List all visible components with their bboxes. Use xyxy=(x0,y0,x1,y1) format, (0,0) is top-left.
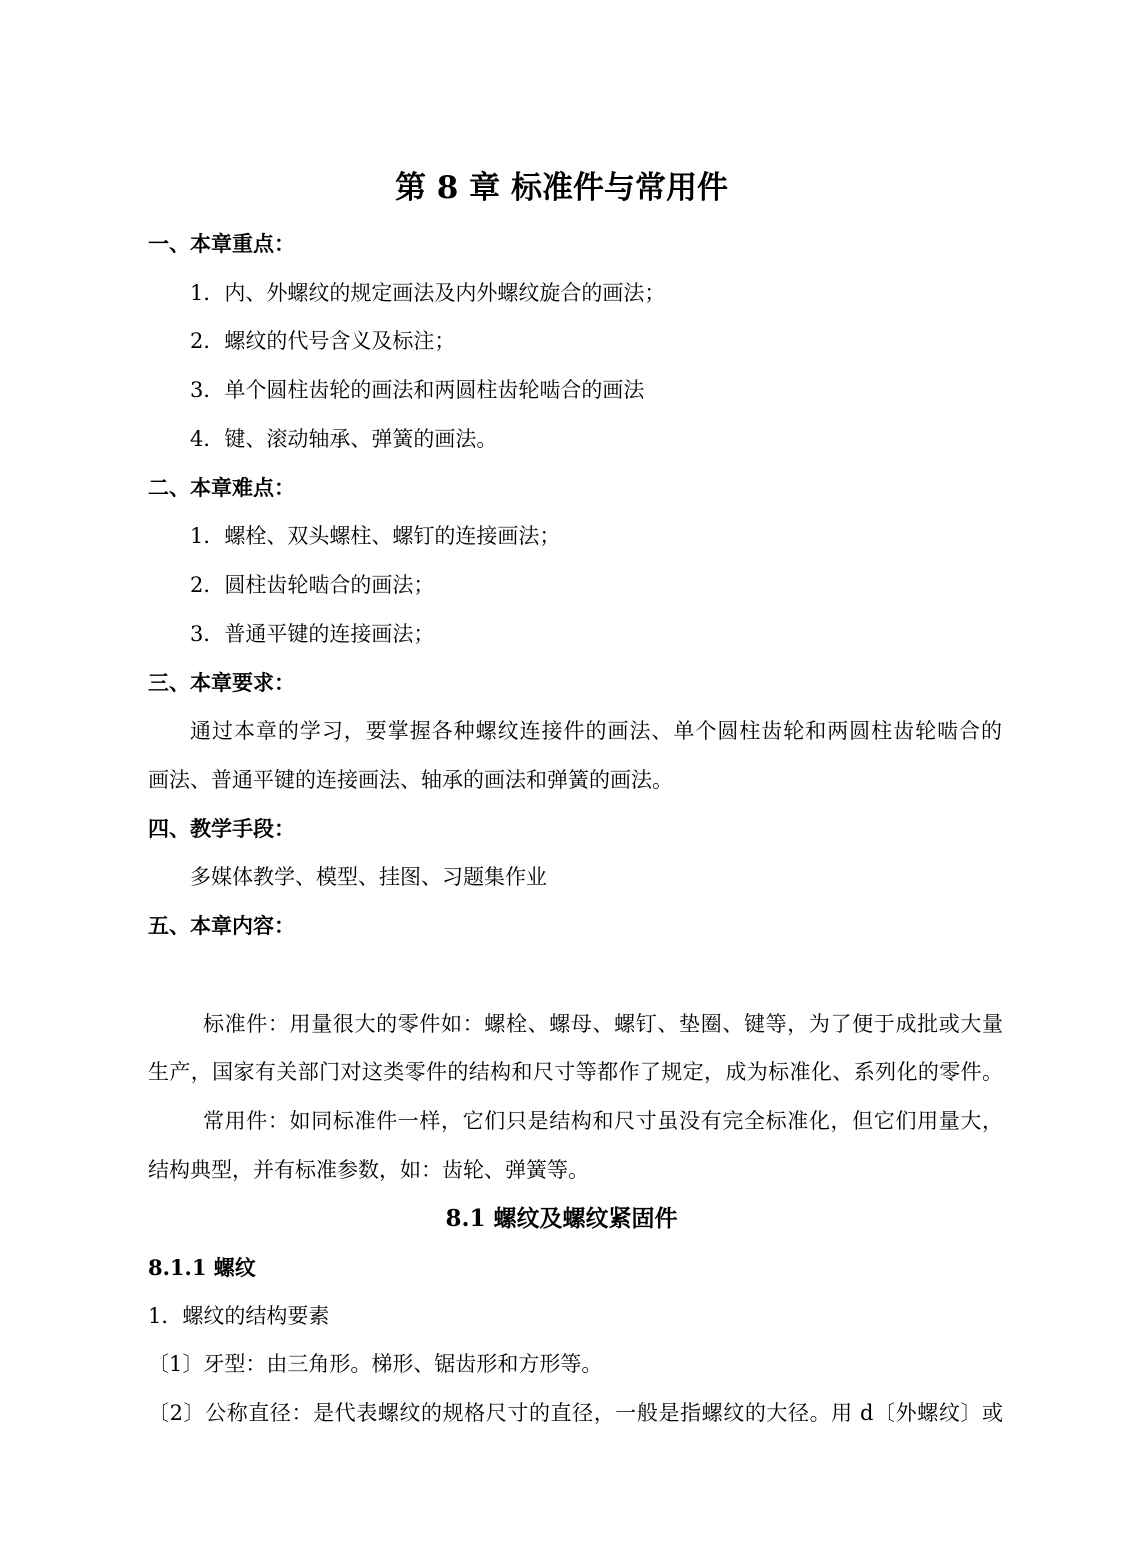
difficult-point-item: 1．螺栓、双头螺柱、螺钉的连接画法； xyxy=(190,524,561,548)
difficult-point-item: 3．普通平键的连接画法； xyxy=(190,622,435,646)
standard-parts-line: 生产，国家有关部门对这类零件的结构和尺寸等都作了规定，成为标准化、系列化的零件。 xyxy=(148,1060,1003,1084)
requirements-line: 画法、普通平键的连接画法、轴承的画法和弹簧的画法。 xyxy=(148,768,673,792)
requirements-heading: 三、本章要求： xyxy=(148,670,295,695)
difficult-point-item: 2．圆柱齿轮啮合的画法； xyxy=(190,573,435,597)
common-parts-line: 常用件：如同标准件一样，它们只是结构和尺寸虽没有完全标准化，但它们用量大， xyxy=(203,1109,1003,1133)
key-point-item: 4．键、滚动轴承、弹簧的画法。 xyxy=(190,427,498,451)
paragraph: 〔1〕牙型：由三角形。梯形、锯齿形和方形等。 xyxy=(148,1352,603,1376)
section-title: 8.1 螺纹及螺纹紧固件 xyxy=(445,1205,678,1232)
content-heading: 五、本章内容： xyxy=(148,913,295,938)
key-point-item: 3．单个圆柱齿轮的画法和两圆柱齿轮啮合的画法 xyxy=(190,378,645,402)
key-point-item: 1．内、外螺纹的规定画法及内外螺纹旋合的画法； xyxy=(190,281,666,305)
paragraph: 〔2〕公称直径：是代表螺纹的规格尺寸的直径，一般是指螺纹的大径。用 d〔外螺纹〕或 xyxy=(148,1401,1003,1425)
teaching-means-text: 多媒体教学、模型、挂图、习题集作业 xyxy=(190,865,547,889)
common-parts-line: 结构典型，并有标准参数，如：齿轮、弹簧等。 xyxy=(148,1158,589,1182)
teaching-means-heading: 四、教学手段： xyxy=(148,816,295,841)
key-point-item: 2．螺纹的代号含义及标注； xyxy=(190,329,456,353)
list-item: 1．螺纹的结构要素 xyxy=(148,1304,330,1328)
difficult-points-heading: 二、本章难点： xyxy=(148,475,295,500)
key-points-heading: 一、本章重点： xyxy=(148,231,295,256)
requirements-line: 通过本章的学习，要掌握各种螺纹连接件的画法、单个圆柱齿轮和两圆柱齿轮啮合的 xyxy=(190,719,1002,743)
chapter-title: 第 8 章 标准件与常用件 xyxy=(395,170,728,206)
standard-parts-line: 标准件：用量很大的零件如：螺栓、螺母、螺钉、垫圈、键等，为了便于成批或大量 xyxy=(203,1012,1003,1036)
subsection-title: 8.1.1 螺纹 xyxy=(148,1255,256,1280)
